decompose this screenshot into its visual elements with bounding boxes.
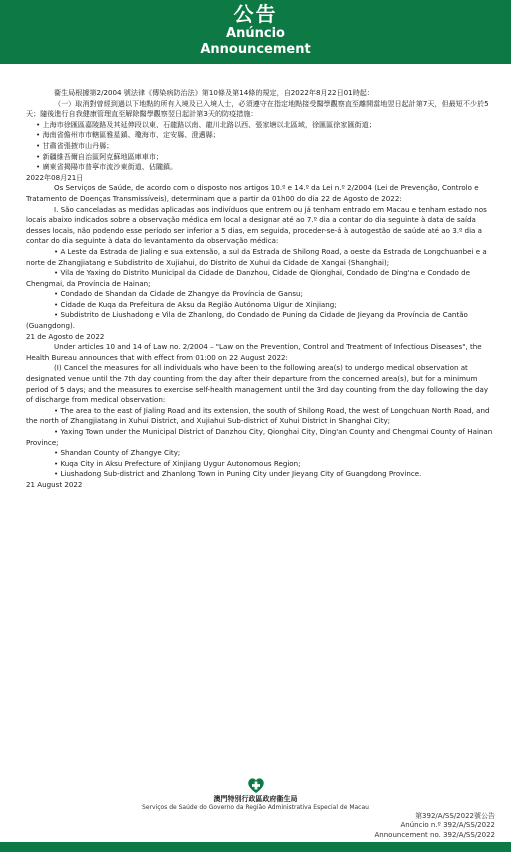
pt-item: • Subdistrito de Liushadong e Vila de Zhanlong, do Condado de Puning da Cidade de Jieyang da Província de Cantão (Guangdong). [26, 310, 468, 331]
en-item: • Shandan County of Zhangye City; [54, 448, 181, 458]
bottom-bar [0, 842, 511, 852]
zh-date: 2022年08月21日 [26, 172, 84, 182]
zh-item: • 上海市徐匯區嘉陵路及其延伸段以東、石龍路以南、龍川北路以西、張家塘以北區域，徐匯區徐家匯街道； [36, 119, 376, 129]
en-date: 21 August 2022 [26, 479, 83, 489]
footer [0, 775, 511, 812]
pt-paragraph-1: I. São canceladas as medidas aplicadas aos indivíduos que entrem ou já tenham entrado em Macau e tenham estado nos locais abaixo indicados sobre a observação médica em local a designar até ao 7.º dia a contar do dia seguinte à data de saída desses locais, não podendo esse período ser inferior a 5 dias, em seguida, proceder-se-á à autogestão de saúde até ao 3.º dia a contar do dia seguinte à data do levantamento da observação médica: [26, 204, 487, 246]
pt-item: • A Leste da Estrada de Jialing e sua extensão, a sul da Estrada de Shilong Road, a oeste da Estrada de Longchuanbei e a norte de Zhangjiatang e Subdistrito de Xujiahui, do Distrito de Xuhui da Cidade de Xangai (Shanghai); [26, 246, 487, 267]
org-name-zh: 澳門特別行政區政府衞生局 [213, 795, 298, 803]
title-en: Announcement [200, 42, 311, 57]
zh-paragraph-1: （一）取消對曾經到過以下地點的所有入境及已入境人士，必須遵守在指定地點接受醫學觀察直至離開當地翌日起計第7天，但最短不少於5天；隨後進行自我健康管理直至解除醫學觀察翌日起計第3天的防疫措施： [26, 98, 489, 119]
reference-pt: Anúncio n.º 392/A/SS/2022 [400, 821, 495, 830]
title-pt: Anúncio [226, 26, 285, 41]
pt-item: • Cidade de Kuqa da Prefeitura de Aksu da Região Autónoma Uigur de Xinjiang; [54, 299, 337, 309]
zh-intro: 衞生局根據第2/2004 號法律《傳染病防治法》第10條及第14條的規定，自2022年8月22日01時起： [54, 88, 374, 97]
announcement-header [0, 0, 511, 64]
announcement-body [0, 64, 511, 491]
org-name-pt: Serviços de Saúde do Governo da Região Administrativa Especial de Macau [142, 804, 369, 811]
pt-date: 21 de Agosto de 2022 [26, 331, 105, 341]
zh-item: • 新疆維吾爾自治區阿克蘇地區庫車市； [36, 151, 164, 161]
en-item: • Yaxing Town under the Municipal District of Danzhou City, Qionghai City, Ding'an County and Chengmai County of Hainan Province; [26, 427, 493, 447]
announcement-reference [375, 812, 495, 840]
health-bureau-logo-icon [246, 775, 266, 795]
zh-item: • 廣東省揭陽市普寧市流沙東街道、佔隴鎮。 [36, 162, 178, 172]
en-intro: Under articles 10 and 14 of Law no. 2/2004 – "Law on the Prevention, Control and Treatment of Infectious Diseases", the Health Bureau announces that with effect from 01:00 on 22 August 2022: [26, 342, 482, 362]
pt-item: • Condado de Shandan da Cidade de Zhangye da Província de Gansu; [54, 289, 303, 299]
en-item: • The area to the east of Jialing Road and its extension, the south of Shilong Road, the west of Longchuan North Road, and the north of Zhangjiatang in Xuhui District, and Xujiahui Sub-district of Xuhui District in Shanghai City; [26, 405, 490, 426]
pt-intro: Os Serviços de Saúde, de acordo com o disposto nos artigos 10.º e 14.º da Lei n.º 2/2004 (Lei de Prevenção, Controlo e Tratamento de Doenças Transmissíveis), determinam que a partir da 01h00 do dia 22 de Agosto de 2022: [26, 183, 479, 203]
title-zh: 公告 [233, 2, 278, 26]
zh-item: • 海南省儋州市市轄區雅星鎮、瓊海市、定安縣、澄邁縣； [36, 130, 220, 140]
en-item: • Kuqa City in Aksu Prefecture of Xinjiang Uygur Autonomous Region; [54, 458, 301, 468]
zh-item: • 甘肅省張掖市山丹縣； [36, 140, 114, 150]
pt-item: • Vila de Yaxing do Distrito Municipal da Cidade de Danzhou, Cidade de Qionghai, Condado de Ding'na e Condado de Chengmai, da Província de Hainan; [26, 268, 471, 288]
reference-zh: 第392/A/SS/2022號公告 [415, 812, 495, 820]
reference-en: Announcement no. 392/A/SS/2022 [374, 830, 495, 839]
en-item: • Liushadong Sub-district and Zhanlong Town in Puning City under Jieyang City of Guangdong Province. [54, 469, 422, 479]
en-paragraph-1: (I) Cancel the measures for all individuals who have been to the following area(s) to undergo medical observation at designated venue until the 7th day counting from the day after their departure from the concerned area(s), but for a minimum period of 5 days; and the measures to exercise self-health management until the 3rd day counting from the day following the day of discharge from medical observation: [26, 363, 489, 405]
